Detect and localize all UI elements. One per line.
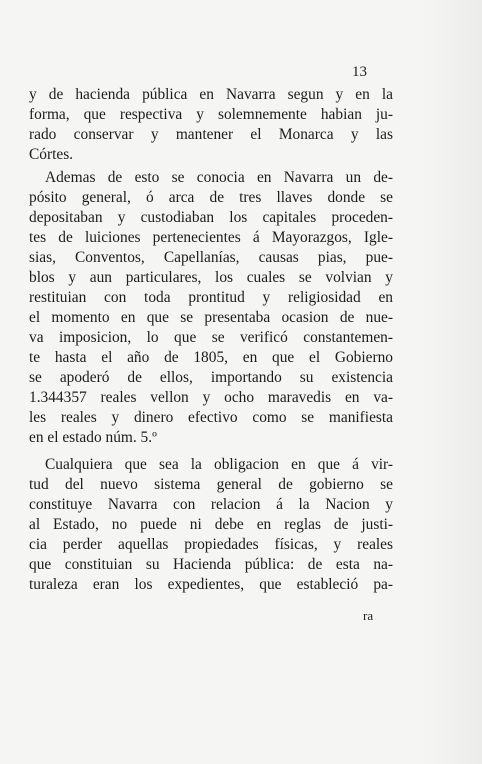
text-line: constituye Navarra con relacion á la Nacion y	[29, 496, 393, 513]
page-edge-shadow	[422, 0, 482, 764]
page-number: 13	[352, 64, 367, 80]
catchword: ra	[363, 608, 374, 623]
text-line: pósito general, ó arca de tres llaves donde se	[29, 189, 393, 206]
text-line: les reales y dinero efectivo como se manifiesta	[29, 409, 393, 426]
text-line: 1.344357 reales vellon y ocho maravedis en va-	[29, 389, 393, 406]
text-line: sias, Conventos, Capellanías, causas pias, pue-	[29, 249, 393, 266]
text-line: que constituian su Hacienda pública: de esta na-	[29, 556, 393, 573]
paragraph-start-line: Cualquiera que sea la obligacion en que á vir-	[45, 456, 393, 473]
text-line: te hasta el año de 1805, en que el Gobierno	[29, 349, 393, 366]
text-line: va imposicion, lo que se verificó constantemen-	[29, 329, 393, 346]
text-line: tud del nuevo sistema general de gobierno se	[29, 476, 393, 493]
text-line: en el estado núm. 5.º	[29, 429, 157, 446]
text-line: Córtes.	[29, 146, 74, 163]
text-line: el momento en que se presentaba ocasion de nue-	[29, 309, 393, 326]
text-line: blos y aun particulares, los cuales se volvian y	[29, 269, 393, 286]
text-line: turaleza eran los expedientes, que estableció pa-	[29, 576, 393, 593]
text-line: depositaban y custodiaban los capitales proceden-	[29, 209, 393, 226]
text-line: se apoderó de ellos, importando su existencia	[29, 369, 393, 386]
text-line: al Estado, no puede ni debe en reglas de justi-	[29, 516, 393, 533]
text-line: forma, que respectiva y solemnemente habian ju-	[29, 106, 393, 123]
text-line: y de hacienda pública en Navarra segun y en la	[29, 86, 393, 103]
text-line: rado conservar y mantener el Monarca y las	[29, 126, 393, 143]
paragraph-start-line: Ademas de esto se conocia en Navarra un de-	[45, 169, 393, 186]
text-line: tes de luiciones pertenecientes á Mayorazgos, Igle-	[29, 229, 393, 246]
text-line: cia perder aquellas propiedades físicas, y reales	[29, 536, 393, 553]
text-line: restituian con toda prontitud y religiosidad en	[29, 289, 393, 306]
